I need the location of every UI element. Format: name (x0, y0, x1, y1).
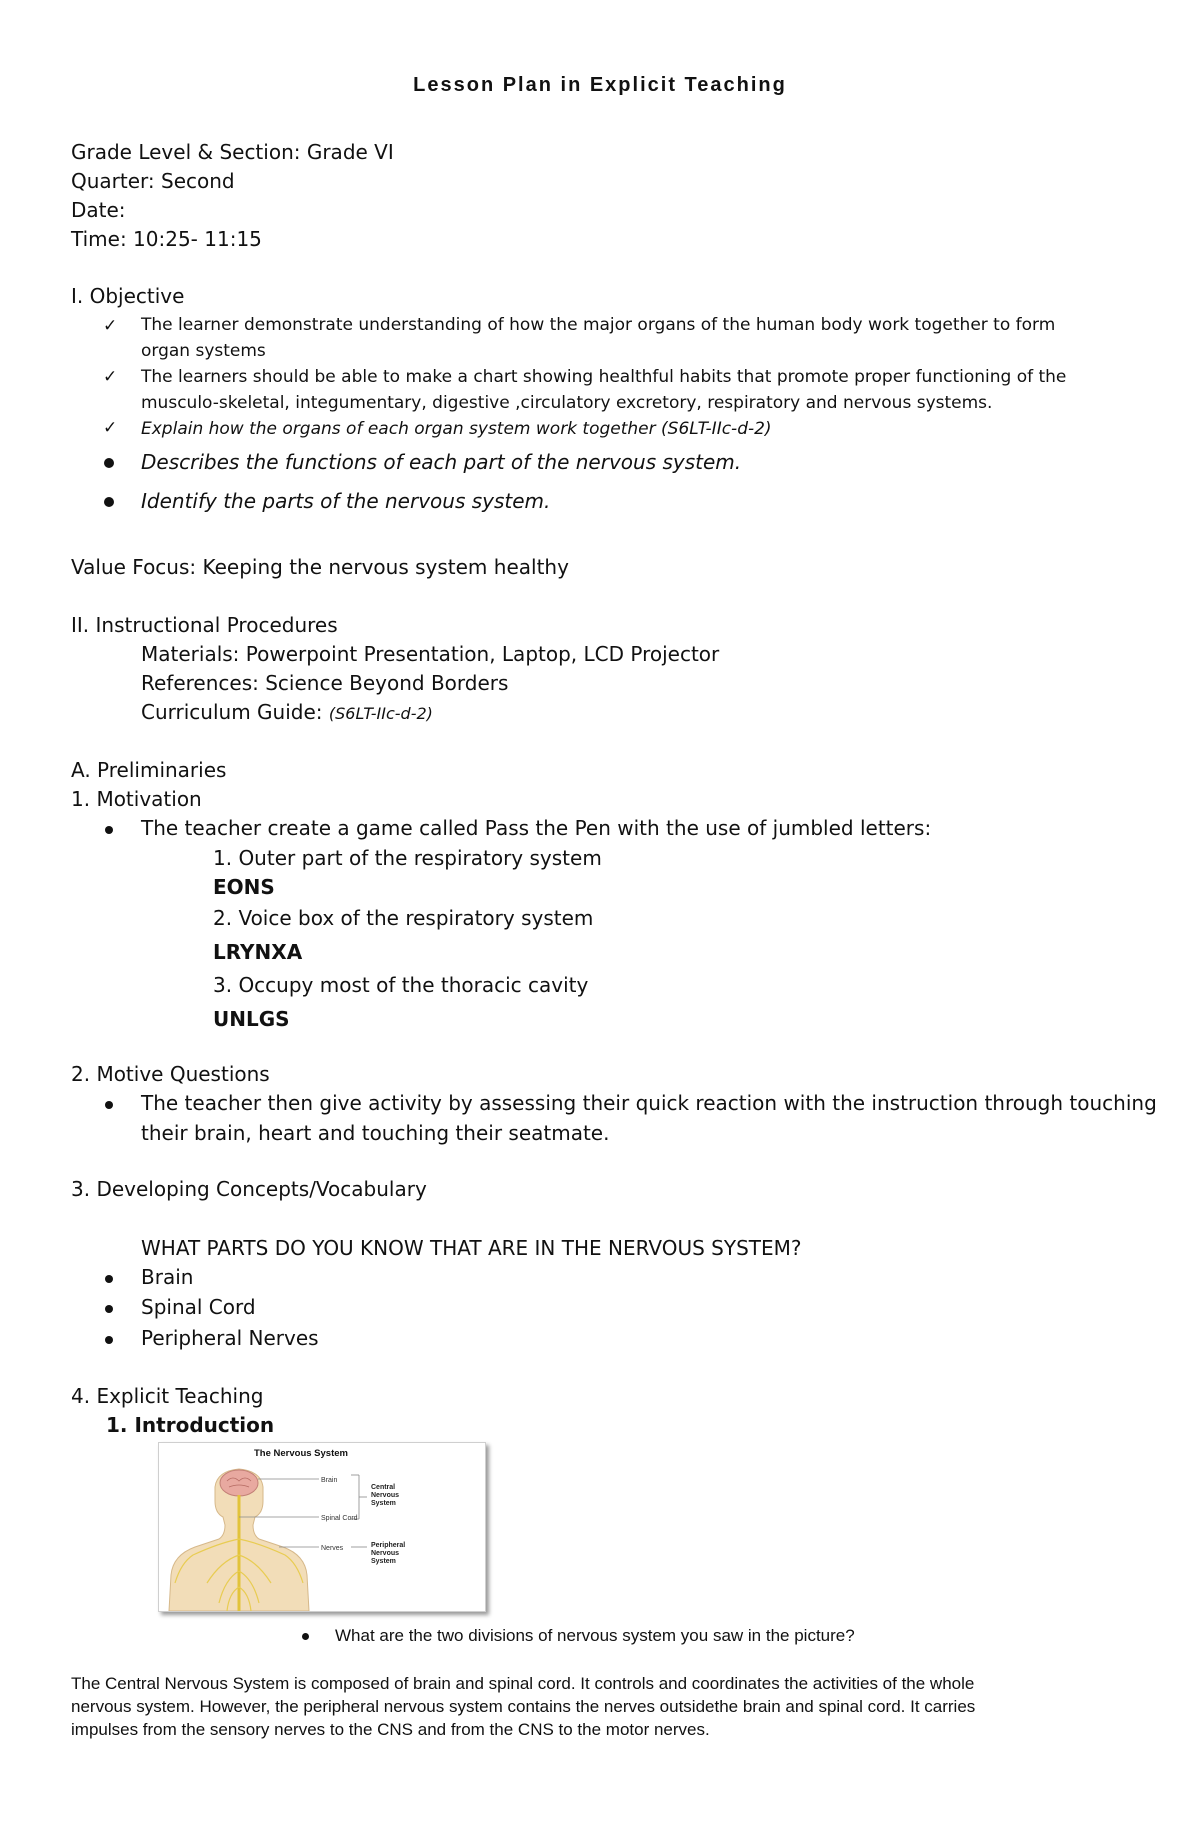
curriculum-guide-label: Curriculum Guide: (141, 700, 323, 724)
diagram-label-cns-2: Nervous (371, 1492, 400, 1499)
motivation-bullet: The teacher create a game called Pass the Pen with the use of jumbled letters: (141, 816, 932, 840)
checkmark-icon: ✓ (103, 316, 118, 336)
checkmark-icon: ✓ (103, 367, 118, 387)
procedures-heading: II. Instructional Procedures (71, 613, 338, 637)
objective-check-1-line-2: organ systems (141, 341, 266, 361)
list-item: Spinal Cord (141, 1295, 256, 1319)
diagram-label-cns-3: System (371, 1500, 396, 1507)
developing-heading: 3. Developing Concepts/Vocabulary (71, 1177, 427, 1201)
objective-check-3: Explain how the organs of each organ system work together (S6LT-IIc-d-2) (141, 419, 772, 439)
preliminaries-heading: A. Preliminaries (71, 758, 227, 782)
jumble-answer-2: LRYNXA (213, 940, 303, 964)
diagram-label-pns-1: Peripheral (371, 1542, 406, 1549)
diagram-title: The Nervous System (254, 1448, 348, 1459)
diagram-label-nerves: Nerves (321, 1545, 344, 1552)
materials: Materials: Powerpoint Presentation, Laptop, LCD Projector (141, 642, 720, 666)
list-item: Peripheral Nerves (141, 1326, 319, 1350)
objective-bullet-1: Describes the functions of each part of the nervous system. (141, 450, 742, 474)
bullet-icon (105, 1275, 113, 1283)
bullet-icon (302, 1633, 309, 1640)
brain-shape (220, 1470, 258, 1496)
curriculum-guide-code: (S6LT-IIc-d-2) (328, 704, 433, 723)
date: Date: (71, 198, 126, 222)
motive-heading: 2. Motive Questions (71, 1062, 270, 1086)
motive-line-1: The teacher then give activity by assessing their quick reaction with the instruction through touching (141, 1091, 1157, 1115)
diagram-label-cns-1: Central (371, 1484, 396, 1491)
paragraph-line-2: nervous system. However, the peripheral nervous system contains the nerves outsidethe brain and spinal cord. It carries (71, 1697, 976, 1716)
explicit-heading: 4. Explicit Teaching (71, 1384, 264, 1408)
bullet-icon (105, 826, 113, 834)
time: Time: 10:25- 11:15 (71, 227, 262, 251)
nervous-system-illustration (159, 1443, 485, 1611)
list-item: Brain (141, 1265, 194, 1289)
jumble-question-3: 3. Occupy most of the thoracic cavity (213, 973, 589, 997)
objective-check-1-line-1: The learner demonstrate understanding of how the major organs of the human body work together to form (141, 315, 1056, 335)
motivation-heading: 1. Motivation (71, 787, 202, 811)
introduction-heading: 1. Introduction (106, 1413, 275, 1437)
grade-level: Grade Level & Section: Grade VI (71, 140, 394, 164)
value-focus: Value Focus: Keeping the nervous system healthy (71, 555, 569, 579)
checkmark-icon: ✓ (103, 418, 118, 438)
objective-check-2-line-2: musculo-skeletal, integumentary, digestive ,circulatory excretory, respiratory and nervous systems. (141, 393, 993, 413)
jumble-answer-1: EONS (213, 875, 275, 899)
bullet-icon (105, 1305, 113, 1313)
bullet-icon (104, 497, 114, 507)
paragraph-line-1: The Central Nervous System is composed of brain and spinal cord. It controls and coordinates the activities of the whole (71, 1674, 975, 1693)
document-title: Lesson Plan in Explicit Teaching (413, 74, 787, 96)
references: References: Science Beyond Borders (141, 671, 509, 695)
bullet-icon (104, 458, 114, 468)
objective-bullet-2: Identify the parts of the nervous system. (141, 489, 551, 513)
jumble-question-1: 1. Outer part of the respiratory system (213, 846, 602, 870)
paragraph-line-3: impulses from the sensory nerves to the CNS and from the CNS to the motor nerves. (71, 1720, 710, 1739)
bullet-icon (105, 1336, 113, 1344)
diagram-question: What are the two divisions of nervous system you saw in the picture? (335, 1626, 855, 1645)
developing-question: WHAT PARTS DO YOU KNOW THAT ARE IN THE NERVOUS SYSTEM? (141, 1236, 802, 1260)
quarter: Quarter: Second (71, 169, 235, 193)
objective-heading: I. Objective (71, 284, 185, 308)
diagram-label-spinal-cord: Spinal Cord (321, 1515, 358, 1522)
diagram-label-pns-3: System (371, 1558, 396, 1565)
jumble-question-2: 2. Voice box of the respiratory system (213, 906, 594, 930)
motive-line-2: their brain, heart and touching their seatmate. (141, 1121, 610, 1145)
bullet-icon (105, 1101, 113, 1109)
nervous-system-diagram (158, 1442, 486, 1612)
jumble-answer-3: UNLGS (213, 1007, 290, 1031)
curriculum-guide (141, 700, 433, 724)
diagram-label-pns-2: Nervous (371, 1550, 400, 1557)
objective-check-2-line-1: The learners should be able to make a chart showing healthful habits that promote proper functioning of the (141, 367, 1067, 387)
diagram-label-brain: Brain (321, 1477, 338, 1484)
